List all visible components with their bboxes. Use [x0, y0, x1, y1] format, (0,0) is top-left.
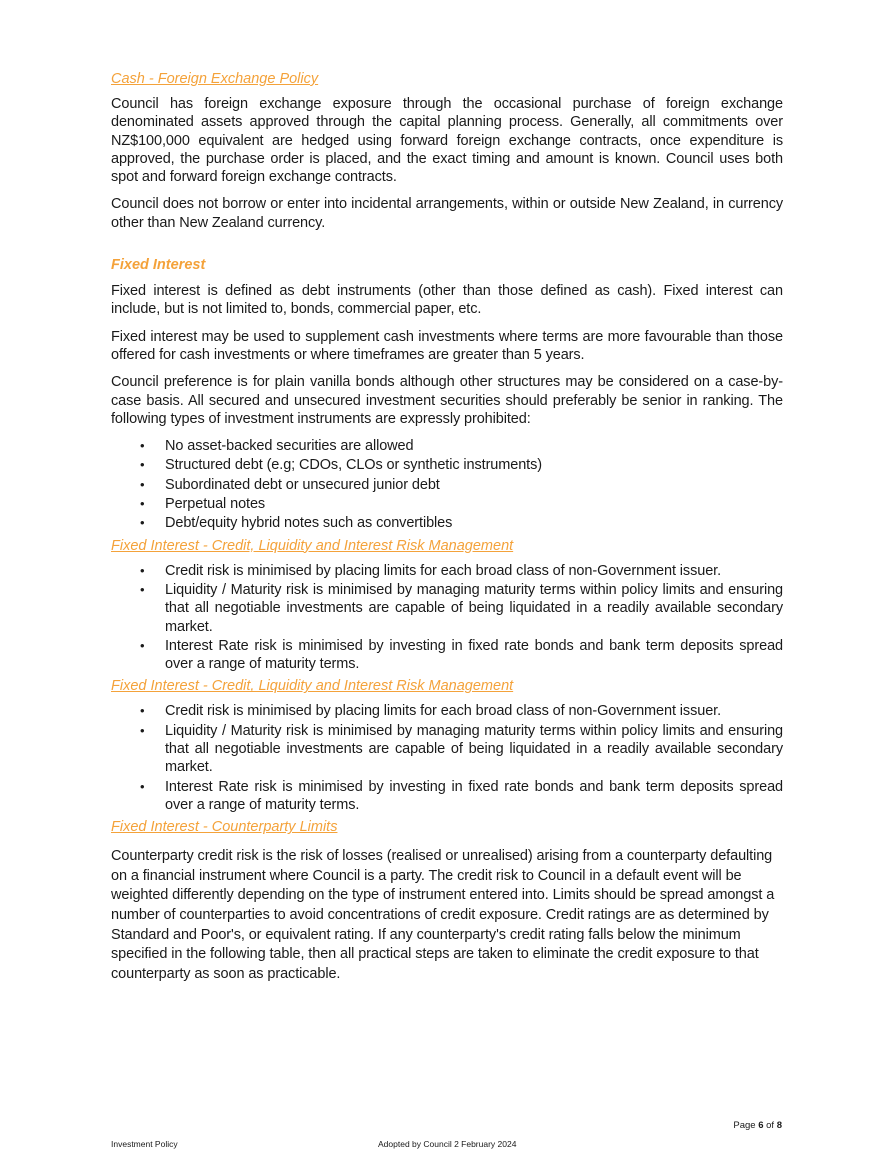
counterparty-heading: Fixed Interest - Counterparty Limits [111, 819, 338, 836]
fx-heading: Cash - Foreign Exchange Policy [111, 71, 319, 87]
list-item-text: Credit risk is minimised by placing limits for each broad class of non-Government issuer. [165, 562, 722, 579]
list-item-text: Subordinated debt or unsecured junior debt [165, 476, 440, 493]
fx-paragraph-2: Council does not borrow or enter into incidental arrangements, within or outside New Zealand, in currency other than New Zealand currency. [111, 196, 783, 231]
page-number [733, 1120, 782, 1131]
bullet-icon: • [140, 637, 145, 653]
list-item-text: Interest Rate risk is minimised by investing in fixed rate bonds and bank term deposits spread over a range of maturity terms. [165, 637, 783, 673]
list-item [111, 514, 783, 532]
risk-heading-1: Fixed Interest - Credit, Liquidity and Interest Risk Management [111, 537, 514, 554]
counterparty-paragraph: Counterparty credit risk is the risk of losses (realised or unrealised) arising from a counterparty defaulting on a financial instrument where Council is a party. The credit risk to Council in a default event will be weighted differently depending on the type of instrument entered into. Limits should be spread amongst a number of counterparties to avoid concentrations of credit exposure. Credit ratings are as determined by Standard and Poor's, or equivalent rating. If any counterparty's credit rating falls below the minimum specified in the following table, then all practical steps are taken to eliminate the credit exposure to that counterparty as soon as practicable. [111, 848, 775, 982]
bullet-icon: • [140, 581, 145, 597]
bullet-icon: • [140, 778, 145, 794]
list-item [111, 722, 783, 777]
list-item [111, 562, 783, 580]
bullet-icon: • [140, 438, 145, 454]
risk-list-2 [111, 702, 783, 814]
list-item-text: Debt/equity hybrid notes such as convertibles [165, 515, 453, 532]
document-body [111, 68, 783, 993]
fi-paragraph-2: Fixed interest may be used to supplement cash investments where terms are more favourable than those offered for cash investments or where timeframes are greater than 5 years. [111, 328, 783, 363]
list-item-text: Liquidity / Maturity risk is minimised by managing maturity terms within policy limits and ensuring that all negotiable investments are capable of being liquidated in a readily available secondary market. [165, 581, 783, 635]
footer-doc-title: Investment Policy [111, 1139, 178, 1149]
list-item [111, 637, 783, 674]
bullet-icon: • [140, 457, 145, 473]
list-item [111, 702, 783, 720]
list-item-text: Liquidity / Maturity risk is minimised by managing maturity terms within policy limits and ensuring that all negotiable investments are capable of being liquidated in a readily available secondary market. [165, 722, 783, 776]
prohibited-list [111, 437, 783, 532]
list-item [111, 476, 783, 494]
list-item [111, 581, 783, 636]
bullet-icon: • [140, 515, 145, 531]
list-item [111, 437, 783, 455]
bullet-icon: • [140, 722, 145, 738]
bullet-icon: • [140, 476, 145, 492]
fi-paragraph-3: Council preference is for plain vanilla bonds although other structures may be considered on a case-by-case basis. All secured and unsecured investment securities should preferably be senior in ranking. The following types of investment instruments are expressly prohibited: [111, 374, 783, 427]
page-of: of [766, 1120, 775, 1131]
footer-adopted: Adopted by Council 2 February 2024 [378, 1139, 517, 1149]
bullet-icon: • [140, 703, 145, 719]
page-current: 6 [758, 1120, 764, 1131]
page-label: Page [733, 1120, 756, 1131]
bullet-icon: • [140, 496, 145, 512]
fixed-interest-heading: Fixed Interest [111, 257, 206, 274]
list-item [111, 778, 783, 815]
list-item-text: Interest Rate risk is minimised by investing in fixed rate bonds and bank term deposits spread over a range of maturity terms. [165, 778, 783, 813]
risk-heading-2: Fixed Interest - Credit, Liquidity and Interest Risk Management [111, 678, 514, 695]
fi-paragraph-1: Fixed interest is defined as debt instruments (other than those defined as cash). Fixed interest can include, but is not limited to, bonds, commercial paper, etc. [111, 283, 783, 318]
page-total: 8 [776, 1120, 782, 1131]
fx-paragraph-1: Council has foreign exchange exposure through the occasional purchase of foreign exchange denominated assets approved through the capital planning process. Generally, all commitments over NZ$100,000 equivalent are hedged using forward foreign exchange contracts, once expenditure is approved, the purchase order is placed, and the exact timing and amount is known. Council uses both spot and forward foreign exchange contracts. [111, 96, 783, 186]
list-item [111, 456, 783, 474]
list-item [111, 495, 783, 513]
risk-list-1 [111, 562, 783, 674]
list-item-text: Structured debt (e.g; CDOs, CLOs or synthetic instruments) [165, 457, 542, 474]
list-item-text: No asset-backed securities are allowed [165, 438, 414, 455]
list-item-text: Credit risk is minimised by placing limits for each broad class of non-Government issuer. [165, 703, 722, 720]
bullet-icon: • [140, 562, 145, 578]
list-item-text: Perpetual notes [165, 496, 266, 513]
